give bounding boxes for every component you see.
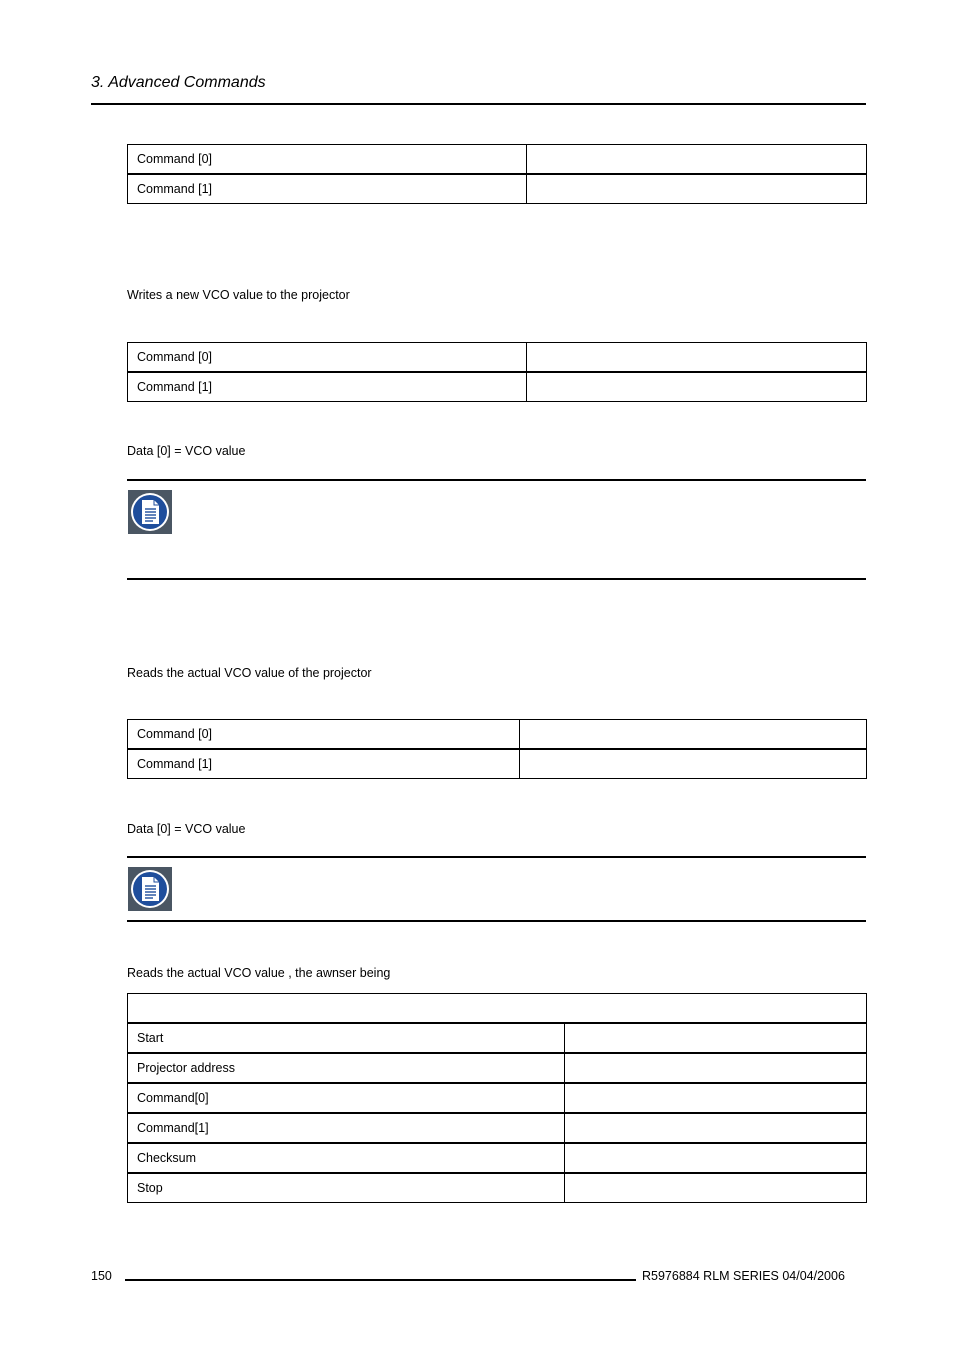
table-cell-value <box>527 343 867 373</box>
table-cell-label: Command[0] <box>128 1083 565 1113</box>
note-rule-bottom <box>127 920 866 922</box>
table-cell-value <box>565 1053 867 1083</box>
note-icon <box>128 867 172 911</box>
table-cell-label: Command [1] <box>128 372 527 402</box>
note-rule-top <box>127 856 866 858</box>
answer-description: Reads the actual VCO value , the awnser being <box>127 966 391 980</box>
table-cell-label: Command [0] <box>128 145 527 175</box>
table-cell-value <box>565 1173 867 1203</box>
table-row <box>128 372 867 402</box>
table-row <box>128 1083 867 1113</box>
table-row <box>128 720 867 750</box>
table-cell-value <box>520 749 867 779</box>
read-data-line: Data [0] = VCO value <box>127 822 246 836</box>
note-rule-bottom <box>127 578 866 580</box>
table-cell-label: Start <box>128 1023 565 1053</box>
footer-rule <box>125 1279 636 1281</box>
table-cell-label: Checksum <box>128 1143 565 1173</box>
command-table-read <box>127 719 867 779</box>
table-cell-label: Stop <box>128 1173 565 1203</box>
read-description: Reads the actual VCO value of the projector <box>127 666 372 680</box>
table-row <box>128 343 867 373</box>
page-number: 150 <box>91 1269 112 1283</box>
table-row <box>128 1143 867 1173</box>
write-description: Writes a new VCO value to the projector <box>127 288 350 302</box>
table-header-cell <box>128 994 867 1024</box>
write-data-line: Data [0] = VCO value <box>127 444 246 458</box>
table-row <box>128 1113 867 1143</box>
footer-reference: R5976884 RLM SERIES 04/04/2006 <box>642 1269 845 1283</box>
table-cell-label: Command [0] <box>128 343 527 373</box>
table-cell-value <box>527 372 867 402</box>
table-cell-value <box>565 1143 867 1173</box>
table-cell-value <box>565 1023 867 1053</box>
table-row <box>128 1173 867 1203</box>
table-row <box>128 1053 867 1083</box>
page-header-title: 3. Advanced Commands <box>91 74 266 91</box>
table-cell-label: Projector address <box>128 1053 565 1083</box>
table-header-row <box>128 994 867 1024</box>
table-cell-value <box>527 174 867 204</box>
table-cell-value <box>527 145 867 175</box>
table-row <box>128 174 867 204</box>
command-table-1 <box>127 144 867 204</box>
table-cell-label: Command[1] <box>128 1113 565 1143</box>
command-table-write <box>127 342 867 402</box>
table-row <box>128 145 867 175</box>
table-cell-value <box>565 1113 867 1143</box>
table-cell-label: Command [1] <box>128 749 520 779</box>
table-cell-label: Command [0] <box>128 720 520 750</box>
note-rule-top <box>127 479 866 481</box>
table-cell-value <box>520 720 867 750</box>
table-cell-label: Command [1] <box>128 174 527 204</box>
table-row <box>128 1023 867 1053</box>
table-row <box>128 749 867 779</box>
note-icon <box>128 490 172 534</box>
answer-table <box>127 993 867 1203</box>
table-cell-value <box>565 1083 867 1113</box>
header-rule <box>91 103 866 105</box>
